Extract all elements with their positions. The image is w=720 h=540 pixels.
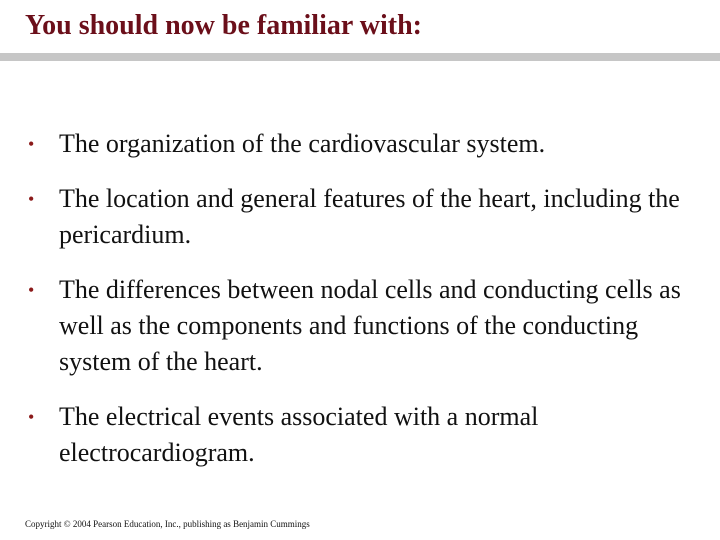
bullet-item-4	[28, 399, 698, 471]
bullet-dot-icon: •	[28, 134, 35, 154]
bullet-text: The location and general features of the heart, including the pericardium.	[59, 184, 680, 249]
bullet-item-3	[28, 272, 698, 380]
bullet-list	[28, 126, 698, 490]
title-divider	[0, 53, 720, 61]
slide-title: You should now be familiar with:	[25, 10, 423, 41]
bullet-item-2	[28, 181, 698, 253]
bullet-dot-icon: •	[28, 407, 35, 427]
copyright-footer: Copyright © 2004 Pearson Education, Inc., publishing as Benjamin Cummings	[25, 519, 310, 529]
bullet-text: The differences between nodal cells and conducting cells as well as the components and functions of the conducting system of the heart.	[59, 275, 681, 376]
bullet-dot-icon: •	[28, 189, 35, 209]
bullet-text: The organization of the cardiovascular system.	[59, 129, 546, 158]
bullet-dot-icon: •	[28, 280, 35, 300]
bullet-item-1	[28, 126, 698, 162]
bullet-text: The electrical events associated with a normal electrocardiogram.	[59, 402, 539, 467]
